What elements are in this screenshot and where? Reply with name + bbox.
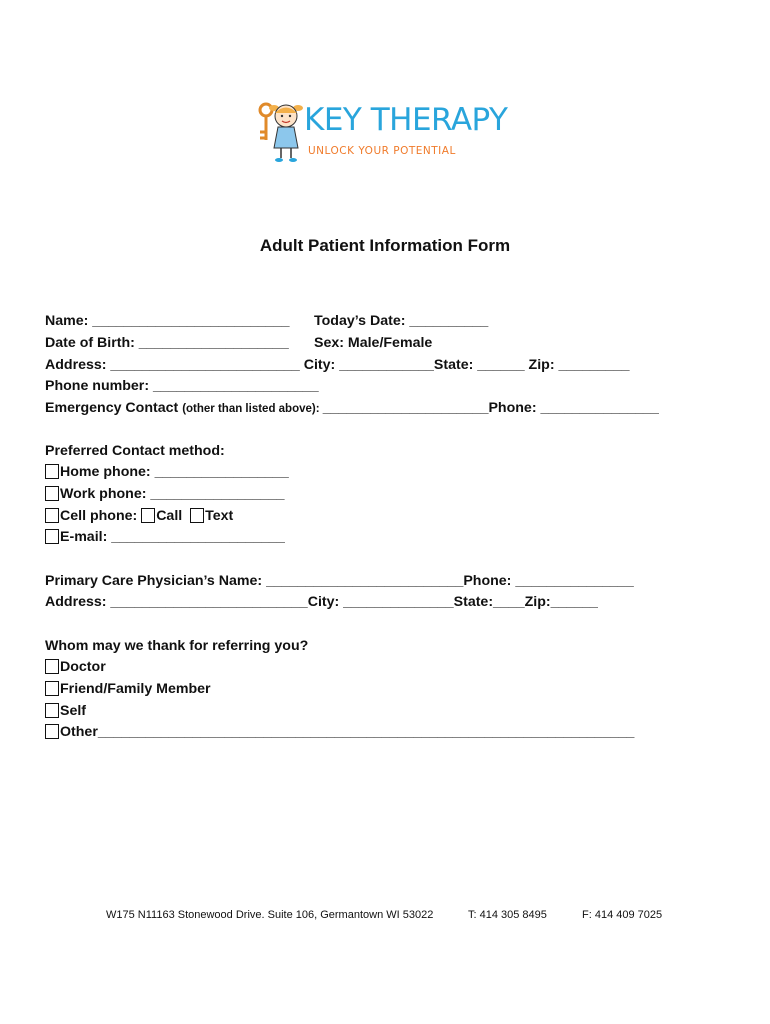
email-label: E-mail: ______________________ <box>60 529 285 545</box>
cell-phone-checkbox[interactable] <box>45 508 59 523</box>
contact-method-heading: Preferred Contact method: <box>45 443 225 459</box>
dob-field[interactable]: Date of Birth: ___________________ <box>45 335 289 351</box>
physician-name-field[interactable]: Primary Care Physician’s Name: _________________________Phone: _______________ <box>45 573 634 589</box>
logo-tagline: UNLOCK YOUR POTENTIAL <box>308 145 456 157</box>
call-label: Call <box>156 508 187 524</box>
email-option[interactable] <box>45 529 285 545</box>
emergency-contact-label: Emergency Contact <box>45 400 183 416</box>
call-checkbox[interactable] <box>141 508 155 523</box>
girl-with-key-icon <box>248 94 310 166</box>
home-phone-option[interactable] <box>45 464 289 480</box>
physician-address-field[interactable]: Address: _________________________City: ______________State:____Zip:______ <box>45 594 598 610</box>
referral-doctor-option[interactable] <box>45 659 106 675</box>
referral-self-option[interactable] <box>45 703 86 719</box>
self-label: Self <box>60 703 87 719</box>
text-checkbox[interactable] <box>190 508 204 523</box>
emergency-contact-blanks: _____________________Phone: _______________ <box>322 400 659 416</box>
doctor-label: Doctor <box>60 659 106 675</box>
form-title: Adult Patient Information Form <box>259 236 511 255</box>
work-phone-checkbox[interactable] <box>45 486 59 501</box>
friend-family-label: Friend/Family Member <box>60 681 211 697</box>
key-therapy-logo <box>248 94 518 166</box>
home-phone-checkbox[interactable] <box>45 464 59 479</box>
address-field[interactable]: Address: ________________________ City: ____________State: ______ Zip: _________ <box>45 357 630 373</box>
emergency-contact-field[interactable] <box>45 400 659 416</box>
text-label: Text <box>205 508 234 524</box>
work-phone-option[interactable] <box>45 486 285 502</box>
footer-telephone: T: 414 305 8495 <box>468 909 547 921</box>
friend-family-checkbox[interactable] <box>45 681 59 696</box>
name-field[interactable]: Name: _________________________ <box>45 313 290 329</box>
self-checkbox[interactable] <box>45 703 59 718</box>
footer-fax: F: 414 409 7025 <box>582 909 663 921</box>
cell-phone-label: Cell phone: <box>60 508 142 524</box>
referral-other-option[interactable] <box>45 724 634 740</box>
footer-address: W175 N11163 Stonewood Drive. Suite 106, Germantown WI 53022 <box>106 909 434 921</box>
logo-brand-text: KEY THERAPY <box>304 102 508 138</box>
referral-friend-option[interactable] <box>45 681 211 697</box>
sex-field[interactable]: Sex: Male/Female <box>314 335 433 351</box>
emergency-contact-note: (other than listed above): <box>182 403 323 415</box>
phone-number-field[interactable]: Phone number: _____________________ <box>45 378 319 394</box>
work-phone-label: Work phone: _________________ <box>60 486 285 502</box>
todays-date-field[interactable]: Today’s Date: __________ <box>314 313 489 329</box>
email-checkbox[interactable] <box>45 529 59 544</box>
other-checkbox[interactable] <box>45 724 59 739</box>
doctor-checkbox[interactable] <box>45 659 59 674</box>
referral-heading: Whom may we thank for referring you? <box>45 638 309 654</box>
home-phone-label: Home phone: _________________ <box>60 464 289 480</box>
other-label: Other____________________________________________________________________ <box>60 724 635 740</box>
cell-phone-option[interactable] <box>45 508 233 524</box>
